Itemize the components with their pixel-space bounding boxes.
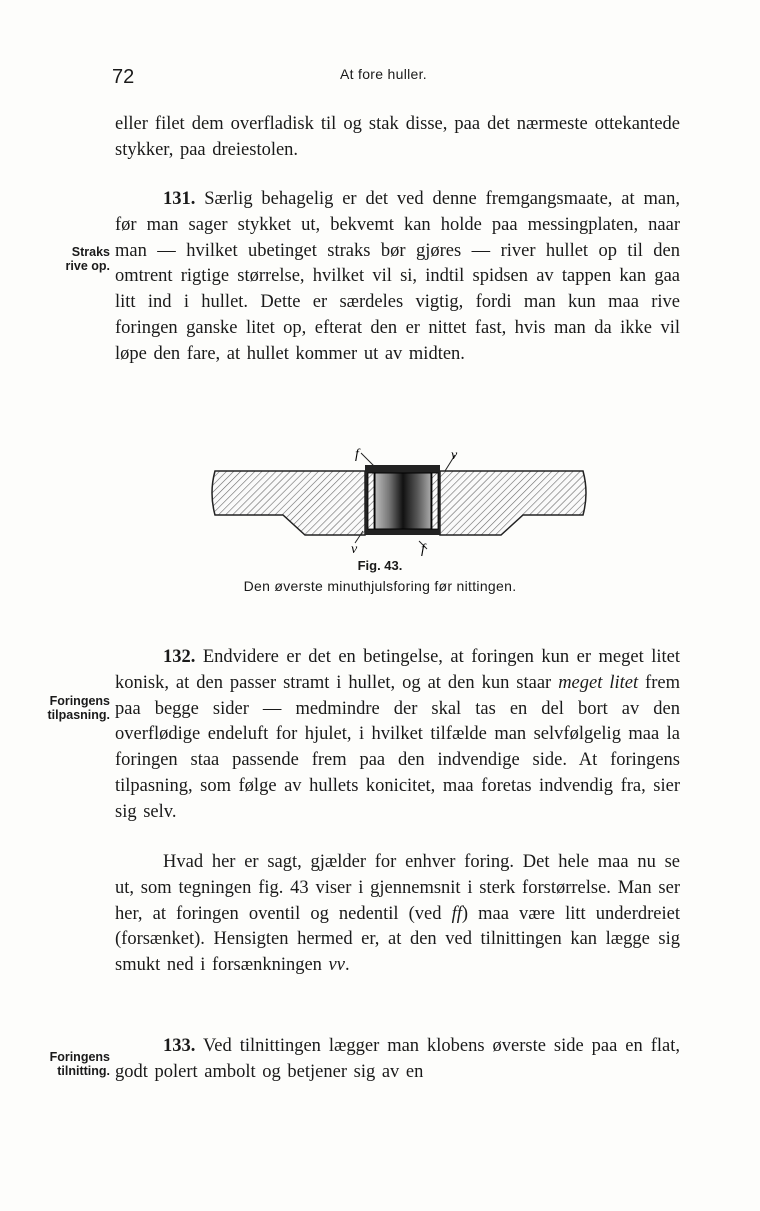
intro-paragraph: [115, 112, 680, 164]
section-132-number: 132.: [163, 647, 196, 667]
figure-label: Fig. 43.: [357, 558, 403, 573]
section-132-p2-text-2: ) maa være litt underdreiet (forsænket). Hensigten hermed er, at den ved tilnittingen kan lægge sig smukt ned i forsænkningen: [115, 903, 681, 976]
section-132-p2-end: .: [344, 955, 350, 976]
figure-caption: Den øverste minuthjulsforing før nittingen.: [243, 578, 517, 594]
section-132-text-1: Endvidere er det en betingelse, at foringen kun er meget litet konisk, at den passer stramt i hullet, og at den kun staar: [115, 647, 680, 693]
margin-note-132: [6, 694, 110, 722]
margin-note-131: [6, 245, 110, 273]
margin-note-133-line2: tilnitting.: [57, 1064, 110, 1078]
section-133-paragraph: [115, 1034, 680, 1086]
section-133-number: 133.: [163, 1036, 196, 1056]
label-v-top: v: [451, 448, 458, 463]
bushing-bore: [375, 473, 431, 529]
margin-note-131-line1: Straks: [71, 245, 110, 259]
figure-43-diagram: [205, 443, 590, 563]
section-132-text-2: frem paa begge sider — medmindre der skal tas en del bort av den overflødige endeluft for hjulet, i hvilket tilfælde man selvfølgelig maa la foringen staa passende frem paa den indvendige side. At foringens tilpasning, som følge av hullets konicitet, maa foretas indvendig fra, sier sig selv.: [115, 672, 680, 822]
bushing-ridge-right: [432, 473, 438, 529]
intro-text: eller filet dem overfladisk til og stak disse, paa det nærmeste ottekantede stykker, paa dreiestolen.: [115, 114, 680, 160]
section-133-text: Ved tilnittingen lægger man klobens øverste side paa en flat, godt polert ambolt og betjener sig av en: [115, 1036, 680, 1082]
section-132-p2-vv: vv: [328, 955, 345, 976]
margin-note-132-line1: Foringens: [49, 694, 110, 708]
section-132-p2-text-1: Hvad her er sagt, gjælder for enhver foring. Det hele maa nu se ut, som tegningen fig. 43 viser i gjennemsnit i sterk forstørrelse. Man ser her, at foringen oventil og nedentil (ved: [115, 852, 680, 924]
section-132-emphasis: meget litet: [558, 672, 639, 693]
running-title: At fore huller.: [340, 66, 427, 82]
margin-note-132-line2: tilpasning.: [47, 708, 110, 722]
margin-note-133-line1: Foringens: [49, 1050, 110, 1064]
section-131-number: 131.: [163, 189, 196, 209]
section-131-paragraph: [115, 187, 680, 368]
section-132-paragraph-2: [115, 850, 680, 979]
margin-note-133: [6, 1050, 110, 1078]
leader-f-top: [361, 453, 375, 467]
label-v-bottom: v: [351, 542, 358, 557]
section-132-paragraph: [115, 645, 680, 826]
section-132-p2-ff: ff: [451, 903, 462, 924]
label-f-top: f: [355, 447, 359, 462]
section-131-text: Særlig behagelig er det ved denne fremgangsmaate, at man, før man sager stykket ut, bekvemt kan holde paa messingplaten, naar man — hvilket ubetinget straks bør gjøres — river hullet op til den omtrent rigtige størrelse, hvilket vil si, indtil spidsen av tappen kan gaa litt ind i hullet. Dette er særdeles vigtig, fordi man kun maa rive foringen ganske litet op, efterat den er nittet fast, hvis man da ikke vil løpe den fare, at hullet kommer ut av midten.: [115, 189, 680, 364]
plate-right: [440, 471, 586, 535]
plate-left: [212, 471, 365, 535]
page-number: 72: [112, 66, 135, 88]
label-f-bottom: f: [421, 542, 425, 557]
margin-note-131-line2: rive op.: [65, 259, 110, 273]
bushing-ridge-left: [368, 473, 374, 529]
